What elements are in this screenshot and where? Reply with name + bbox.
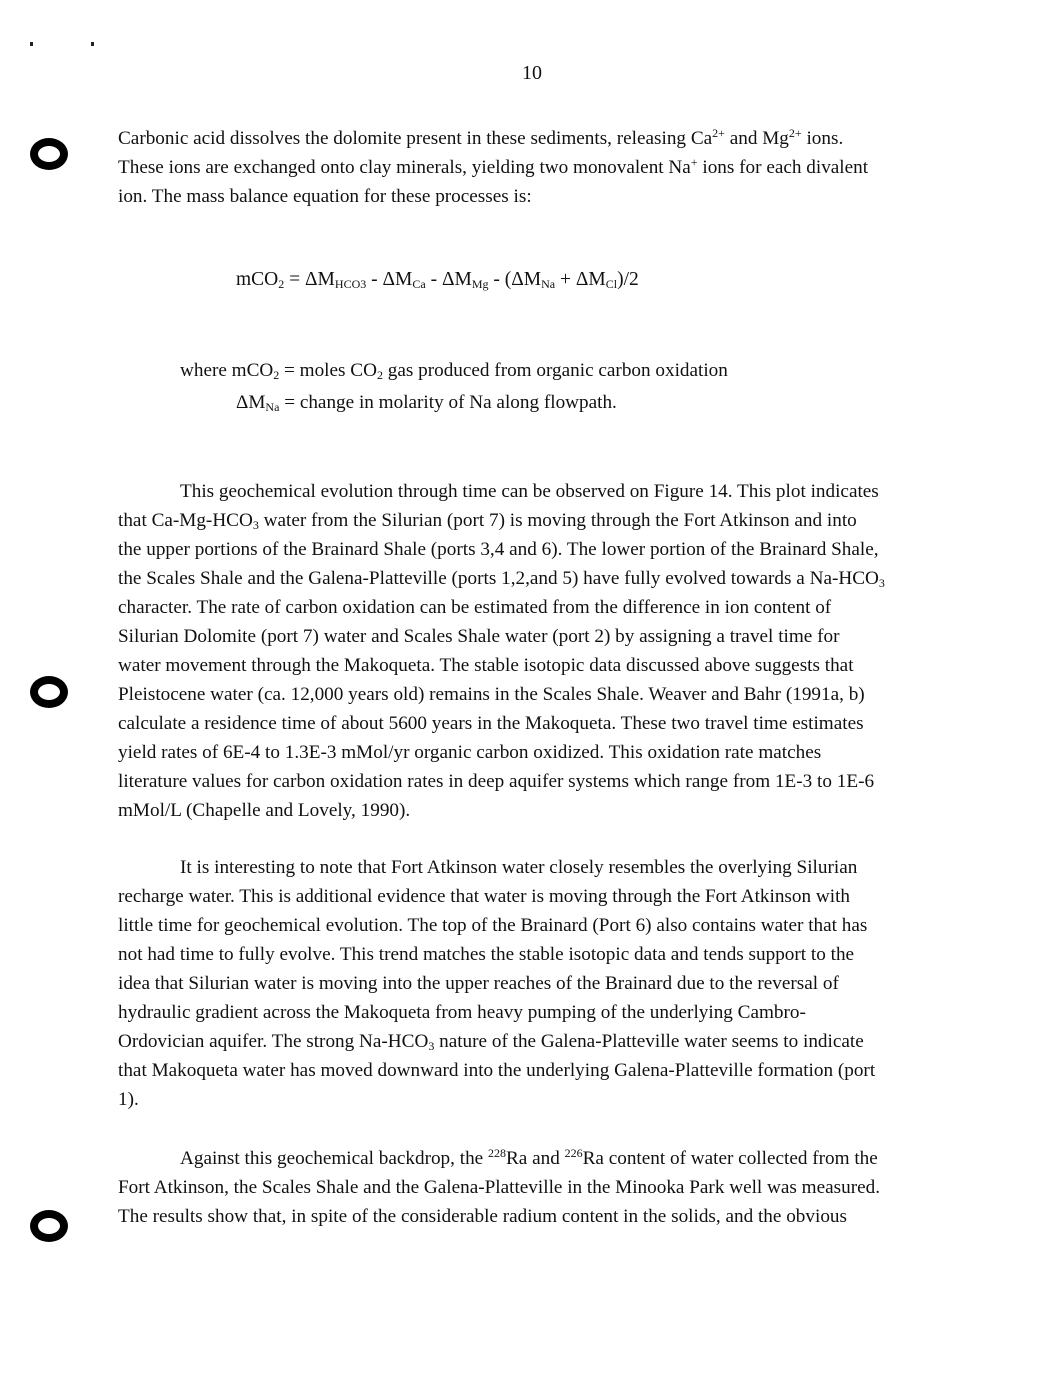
definition-delta-mna: $\Delta M_{Na}$ = change in molarity of Na along flowpath. bbox=[236, 392, 617, 414]
page-number: 10 bbox=[522, 62, 542, 84]
definition-mco2: where mCO$_2$ = moles $CO_2$ gas produced from organic carbon oxidation bbox=[180, 360, 728, 382]
paragraph-3: It is interesting to note that Fort Atkinson water closely resembles the overlying Silurian recharge water. This is additional evidence that water is moving through the Fort Atkinson with little time for geochemical evolution. The top of the Brainard (Port 6) also contains water that has not had time to fully evolve. This trend matches the stable isotopic data and tends support to the idea that Silurian water is moving into the upper reaches of the Brainard due to the reversal of hydraulic gradient across the Makoqueta from heavy pumping of the underlying Cambro- Ordovician aquifer. The strong $Na-HCO_3$ nature of the Galena-Platteville water seems to indicate that Makoqueta water has moved downward into the underlying Galena-Platteville formation (port 1). bbox=[118, 857, 876, 1110]
mass-balance-equation: $mCO_2 = \Delta M_{HCO3} - \Delta M_{Ca} - \Delta M_{Mg} - (\Delta M_{Na} + \Delta M_{Cl})/2$ bbox=[236, 269, 639, 291]
scan-speck bbox=[30, 42, 33, 46]
scan-speck bbox=[91, 42, 94, 46]
paragraph-2: This geochemical evolution through time can be observed on Figure 14. This plot indicates that $Ca-Mg-HCO_3$ water from the Silurian (port 7) is moving through the Fort Atkinson and into the upper portions of the Brainard Shale (ports 3,4 and 6). The lower portion of the Brainard Shale, the Scales Shale and the Galena-Platteville (ports 1,2,and 5) have fully evolved towards a $Na-HCO_3$ character. The rate of carbon oxidation can be estimated from the difference in ion content of Silurian Dolomite (port 7) water and Scales Shale water (port 2) by assigning a travel time for water movement through the Makoqueta. The stable isotopic data discussed above suggests that Pleistocene water (ca. 12,000 years old) remains in the Scales Shale. Weaver and Bahr (1991a, b) calculate a residence time of about 5600 years in the Makoqueta. These two travel time estimates yield rates of 6E-4 to 1.3E-3 mMol/yr organic carbon oxidized. This oxidation rate matches literature values for carbon oxidation rates in deep aquifer systems which range from 1E-3 to 1E-6 mMol/L (Chapelle and Lovely, 1990). bbox=[118, 481, 885, 821]
paragraph-4: Against this geochemical backdrop, the $^{228}$Ra and $^{226}$Ra content of water collected from the Fort Atkinson, the Scales Shale and the Galena-Platteville in the Minooka Park well was measured. The results show that, in spite of the considerable radium content in the solids, and the obvious bbox=[118, 1146, 880, 1227]
paragraph-1: Carbonic acid dissolves the dolomite present in these sediments, releasing $Ca^{2+}$ and $Mg^{2+}$ ions. These ions are exchanged onto clay minerals, yielding two monovalent Na+ ions for each divalent ion. The mass balance equation for these processes is: bbox=[118, 126, 869, 207]
binder-hole-icon bbox=[30, 1210, 68, 1242]
binder-hole-icon bbox=[30, 676, 68, 708]
binder-hole-icon bbox=[30, 138, 68, 170]
